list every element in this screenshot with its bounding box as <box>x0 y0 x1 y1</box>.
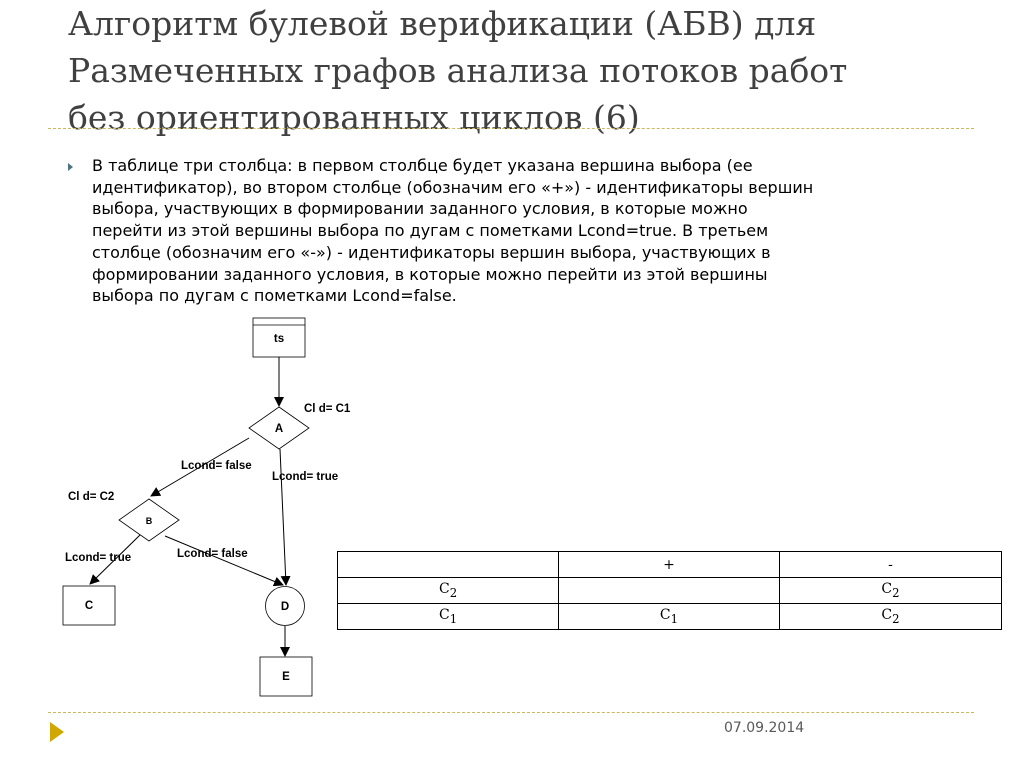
table-cell: $C_2$ <box>338 578 559 604</box>
body-line: выбора, участвующих в формировании заданного условия, в которые можно <box>92 199 748 219</box>
header-cell-plus: + <box>559 552 780 578</box>
node-ts <box>253 318 305 357</box>
body-line: идентификатор), во втором столбце (обозначим его «+») - идентификаторы вершин <box>92 177 814 197</box>
slide-title-line-2: Размеченных графов анализа потоков работ <box>68 51 848 90</box>
label-b-true: Lcond= true <box>65 552 132 564</box>
node-b <box>119 499 179 541</box>
table-cell: $C_2$ <box>780 604 1002 630</box>
label-cid-c2: Cl d= C2 <box>68 491 115 503</box>
edge-a-d <box>280 449 286 585</box>
node-d <box>266 587 305 626</box>
node-e-label: E <box>282 671 290 683</box>
body-line: перейти из этой вершины выбора по дугам с пометками Lcond=true. В третьем <box>92 221 769 241</box>
table-cell: $C_2$ <box>780 578 1002 604</box>
slide-title-line-3: без ориентированных циклов (6) <box>68 98 640 137</box>
footer-divider <box>48 712 974 713</box>
body-line: формировании заданного условия, в которые можно перейти из этой вершины <box>92 264 768 284</box>
body-line: выбора по дугам с пометками Lcond=false. <box>92 286 457 306</box>
node-a-label: A <box>274 423 284 435</box>
node-d-label: D <box>280 601 290 613</box>
header-cell-id <box>338 552 559 578</box>
label-a-true: Lcond= true <box>272 471 339 483</box>
edge-b-d <box>165 536 283 585</box>
node-c <box>63 586 115 625</box>
table-header-row <box>338 552 1002 578</box>
label-cid-c1: Cl d= C1 <box>304 403 351 415</box>
header-cell-minus: - <box>780 552 1002 578</box>
label-a-false: Lcond= false <box>181 460 252 472</box>
node-ts-label: ts <box>273 333 285 345</box>
label-b-false: Lcond= false <box>177 548 248 560</box>
node-c-label: C <box>84 600 94 612</box>
table-cell: $C_1$ <box>338 604 559 630</box>
node-b-label: B <box>145 516 153 526</box>
table-cell <box>559 578 780 604</box>
slide-title-line-1: Алгоритм булевой верификации (АБВ) для <box>68 4 817 43</box>
slide-date: 07.09.2014 <box>724 720 805 736</box>
choice-vertex-table <box>337 551 1002 630</box>
body-line: В таблице три столбца: в первом столбце будет указана вершина выбора (ее <box>92 156 753 175</box>
table-cell: $C_1$ <box>559 604 780 630</box>
table-row <box>338 578 1002 604</box>
node-a <box>249 407 309 449</box>
footer-triangle-icon <box>50 722 64 742</box>
node-e <box>260 657 312 696</box>
body-line: столбце (обозначим его «-») - идентификаторы вершин выбора, участвующих в <box>92 242 771 262</box>
table-row <box>338 604 1002 630</box>
